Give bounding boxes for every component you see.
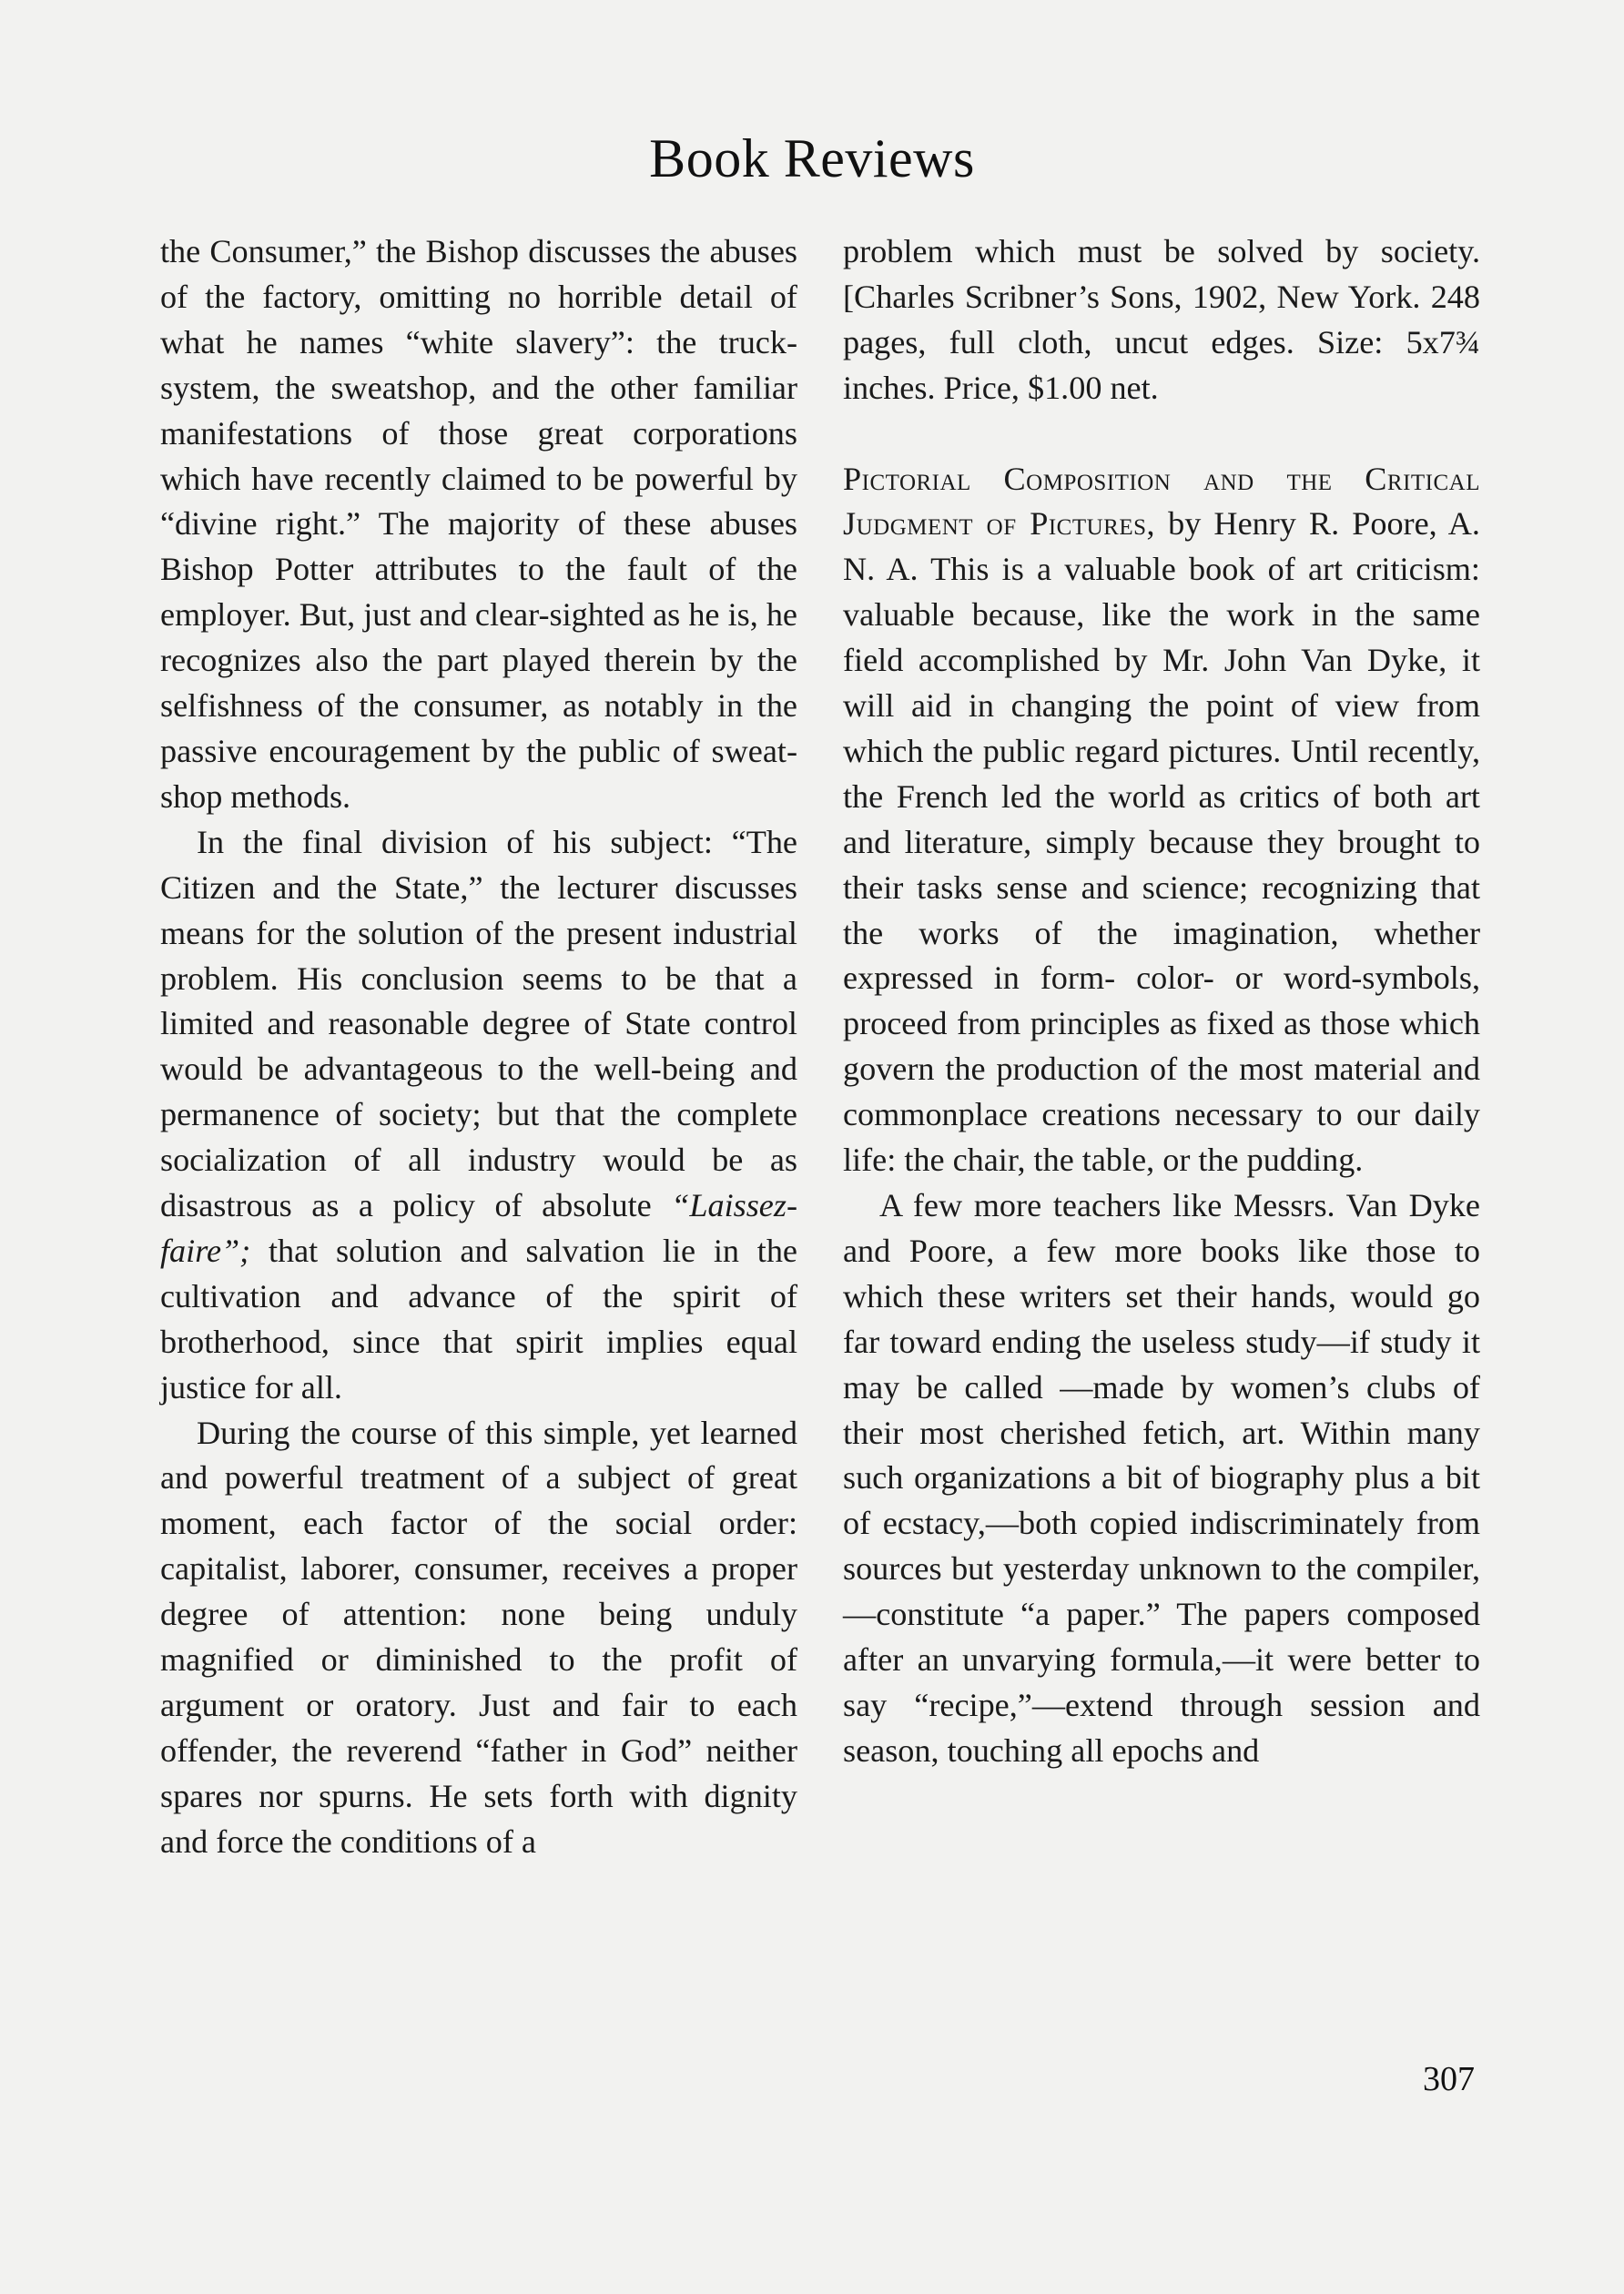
left-paragraph-1: the Consumer,” the Bishop discusses the abuses of the factory, omitting no horrible detail of what he names “white slavery”: the truck-system, the sweatshop, and the other familiar manifestations of those great corporations which have recently claimed to be powerful by “divine right.” The majority of these abuses Bishop Potter attributes to the fault of the employer. But, just and clear-sighted as he is, he recognizes also the part played therein by the selfishness of the consumer, as notably in the passive encouragement by the public of sweat-shop methods. — [160, 233, 797, 815]
left-paragraph-3: During the course of this simple, yet learned and powerful treatment of a subject of great moment, each factor of the social order: capitalist, laborer, consumer, receives a proper degree of attention: none being unduly magnified or diminished to the profit of argument or oratory. Just and fair to each offender, the reverend “father in God” neither spares nor spurns. He sets forth with dignity and force the conditions of a — [160, 1414, 797, 1860]
laissez-faire-italic: “Laissez-faire”; — [160, 1187, 797, 1269]
right-paragraph-2 — [843, 457, 1480, 1184]
page-title: Book Reviews — [649, 128, 975, 188]
review-book-title: Pictorial Composition and the Critical Judgment of Pictures, — [843, 460, 1480, 543]
right-paragraph-1: problem which must be solved by society. [Charles Scribner’s Sons, 1902, New York. 248 pages, full cloth, uncut edges. Size: 5x7¾ inches. Price, $1.00 net. — [843, 233, 1480, 406]
left-paragraph-2-text: In the final division of his subject: “The Citizen and the State,” the lecturer discusses means for the solution of the present industrial problem. His conclusion seems to be that a limited and reasonable degree of State control would be advantageous to the well-being and permanence of society; but that the complete socialization of all industry would be as disastrous as a policy of absolute — [160, 823, 797, 1224]
right-paragraph-2-text: by Henry R. Poore, A. N. A. This is a valuable book of art criticism: valuable because, like the work in the same field accomplished by Mr. John Van Dyke, it will aid in changing the point of view from which the public regard pictures. Until recently, the French led the world as critics of both art and literature, simply because they brought to their tasks sense and science; recognizing that the works of the imagination, whether expressed in form- color- or word-symbols, proceed from principles as fixed as those which govern the production of the most material and commonplace creations necessary to our daily life: the chair, the table, or the pudding. — [843, 505, 1480, 1179]
left-column — [160, 229, 797, 1865]
right-column — [843, 229, 1480, 1774]
left-paragraph-2-end: that solution and salvation lie in the cultivation and advance of the spirit of brotherhood, since that spirit implies equal justice for all. — [160, 1232, 797, 1406]
right-paragraph-3: A few more teachers like Messrs. Van Dyke and Poore, a few more books like those to which these writers set their hands, would go far toward ending the useless study—if study it may be called —made by women’s clubs of their most cherished fetich, art. Within many such organizations a bit of biography plus a bit of ecstacy,—both copied indiscriminately from sources but yesterday unknown to the compiler,—constitute “a paper.” The papers composed after an unvarying formula,—it were better to say “recipe,”—extend through session and season, touching all epochs and — [843, 1187, 1480, 1769]
page-number: 307 — [1423, 2060, 1475, 2098]
left-paragraph-2 — [160, 820, 797, 1411]
